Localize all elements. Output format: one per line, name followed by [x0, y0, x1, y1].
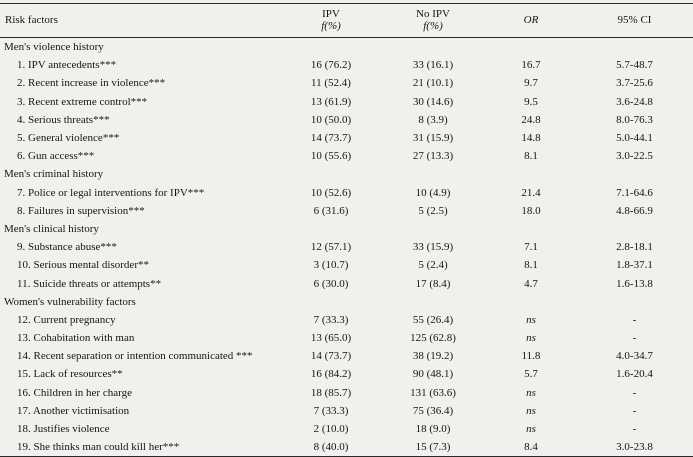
- ci-value: 5.7-48.7: [616, 59, 653, 72]
- section-header-row: [0, 293, 693, 311]
- table-row: [0, 274, 693, 292]
- or-value: 18.0: [521, 204, 541, 217]
- ipv-value: 2 (10.0): [313, 423, 349, 436]
- table-row: [0, 402, 693, 420]
- ci-value: 8.0-76.3: [616, 113, 653, 126]
- or-value: ns: [526, 313, 536, 326]
- ipv-value: 11 (52.4): [311, 77, 351, 90]
- table-row: [0, 93, 693, 111]
- ipv-value: 16 (84.2): [310, 368, 352, 381]
- or-value: 21.4: [521, 186, 541, 199]
- no-ipv-value: 33 (16.1): [412, 59, 454, 72]
- table-row: [0, 438, 693, 457]
- or-value: 24.8: [521, 113, 541, 126]
- ipv-value: 3 (10.7): [313, 259, 349, 272]
- no-ipv-value: 131 (63.6): [410, 386, 456, 399]
- section-title: Men's criminal history: [4, 168, 104, 181]
- no-ipv-value: 10 (4.9): [415, 186, 451, 199]
- section-title: Men's clinical history: [4, 222, 99, 235]
- ci-value: 5.0-44.1: [616, 132, 653, 145]
- ci-value: 3.6-24.8: [616, 95, 653, 108]
- no-ipv-value: 55 (26.4): [412, 313, 454, 326]
- no-ipv-value: 125 (62.8): [410, 332, 456, 345]
- ipv-value: 14 (73.7): [310, 350, 352, 363]
- column-header-or: OR: [523, 14, 539, 26]
- row-label: 7. Police or legal interventions for IPV***: [17, 186, 205, 199]
- no-ipv-value: 31 (15.9): [412, 132, 454, 145]
- no-ipv-value: 15 (7.3): [415, 441, 451, 454]
- or-value: ns: [526, 404, 536, 417]
- or-value: 4.7: [524, 277, 538, 290]
- ci-value: -: [632, 404, 637, 417]
- ci-value: -: [632, 313, 637, 326]
- table-row: [0, 56, 693, 74]
- ci-value: 3.0-23.8: [616, 441, 653, 454]
- no-ipv-value: 17 (8.4): [415, 277, 451, 290]
- row-label: 12. Current pregnancy: [17, 313, 116, 326]
- ci-value: 4.0-34.7: [616, 350, 653, 363]
- row-label: 16. Children in her charge: [17, 386, 132, 399]
- table-row: [0, 256, 693, 274]
- risk-factors-table: [0, 3, 693, 457]
- ipv-value: 18 (85.7): [310, 386, 352, 399]
- table-row: [0, 420, 693, 438]
- column-header-risk-factors: Risk factors: [5, 14, 58, 26]
- header-row: [0, 4, 693, 38]
- or-value: 7.1: [524, 241, 538, 254]
- ci-value: 1.6-13.8: [616, 277, 653, 290]
- ci-value: 1.6-20.4: [616, 368, 653, 381]
- no-ipv-header-label: No IPV: [416, 8, 450, 20]
- row-label: 4. Serious threats***: [17, 113, 110, 126]
- column-header-no-ipv: [380, 4, 486, 38]
- section-header-row: [0, 220, 693, 238]
- no-ipv-value: 75 (36.4): [412, 404, 454, 417]
- table-row: [0, 202, 693, 220]
- no-ipv-value: 5 (2.5): [418, 204, 448, 217]
- table-header: [0, 4, 693, 38]
- ipv-value: 16 (76.2): [310, 59, 352, 72]
- row-label: 15. Lack of resources**: [17, 368, 123, 381]
- or-value: 11.8: [521, 350, 541, 363]
- or-value: 14.8: [521, 132, 541, 145]
- or-value: 9.5: [524, 95, 538, 108]
- or-value: 9.7: [524, 77, 538, 90]
- row-label: 6. Gun access***: [17, 150, 95, 163]
- ipv-value: 10 (52.6): [310, 186, 352, 199]
- ipv-header-sublabel: f(%): [321, 20, 341, 32]
- ci-value: 1.8-37.1: [616, 259, 653, 272]
- row-label: 17. Another victimisation: [17, 404, 130, 417]
- ci-value: 3.0-22.5: [616, 150, 653, 163]
- or-value: 5.7: [524, 368, 538, 381]
- section-title: Women's vulnerability factors: [4, 295, 136, 308]
- table-row: [0, 329, 693, 347]
- or-value: ns: [526, 423, 536, 436]
- or-value: 16.7: [521, 59, 541, 72]
- table-row: [0, 74, 693, 92]
- row-label: 8. Failures in supervision***: [17, 204, 145, 217]
- no-ipv-value: 30 (14.6): [412, 95, 454, 108]
- no-ipv-value: 5 (2.4): [418, 259, 448, 272]
- column-header-ipv: [282, 4, 380, 38]
- row-label: 19. She thinks man could kill her***: [17, 441, 180, 454]
- row-label: 18. Justifies violence: [17, 423, 110, 436]
- ipv-value: 13 (61.9): [310, 95, 352, 108]
- row-label: 9. Substance abuse***: [17, 241, 117, 254]
- or-value: 8.4: [524, 441, 538, 454]
- no-ipv-header-sublabel: f(%): [423, 20, 443, 32]
- table-body: [0, 38, 693, 457]
- column-header-ci: 95% CI: [617, 14, 652, 26]
- ipv-value: 12 (57.1): [310, 241, 352, 254]
- or-value: 8.1: [524, 150, 538, 163]
- ci-value: 7.1-64.6: [616, 186, 653, 199]
- row-label: 14. Recent separation or intention communicated ***: [17, 350, 253, 363]
- table-row: [0, 365, 693, 383]
- no-ipv-value: 27 (13.3): [412, 150, 454, 163]
- row-label: 2. Recent increase in violence***: [17, 77, 166, 90]
- ipv-value: 8 (40.0): [313, 441, 349, 454]
- ci-value: -: [632, 423, 637, 436]
- table-row: [0, 184, 693, 202]
- table-row: [0, 129, 693, 147]
- row-label: 11. Suicide threats or attempts**: [17, 277, 162, 290]
- row-label: 10. Serious mental disorder**: [17, 259, 149, 272]
- table-row: [0, 347, 693, 365]
- no-ipv-value: 33 (15.9): [412, 241, 454, 254]
- ipv-header-label: IPV: [322, 8, 340, 20]
- ipv-value: 6 (30.0): [313, 277, 349, 290]
- table-row: [0, 111, 693, 129]
- no-ipv-value: 38 (19.2): [412, 350, 454, 363]
- section-title: Men's violence history: [4, 41, 104, 54]
- ipv-value: 13 (65.0): [310, 332, 352, 345]
- or-value: ns: [526, 386, 536, 399]
- ci-value: -: [632, 332, 637, 345]
- row-label: 13. Cohabitation with man: [17, 332, 135, 345]
- ci-value: 4.8-66.9: [616, 204, 653, 217]
- section-header-row: [0, 165, 693, 183]
- or-value: ns: [526, 332, 536, 345]
- or-value: 8.1: [524, 259, 538, 272]
- table-row: [0, 147, 693, 165]
- no-ipv-value: 90 (48.1): [412, 368, 454, 381]
- table-row: [0, 384, 693, 402]
- ci-value: 3.7-25.6: [616, 77, 653, 90]
- ipv-value: 10 (50.0): [310, 113, 352, 126]
- ipv-value: 7 (33.3): [313, 404, 349, 417]
- row-label: 3. Recent extreme control***: [17, 95, 148, 108]
- table-row: [0, 238, 693, 256]
- ipv-value: 7 (33.3): [313, 313, 349, 326]
- table-row: [0, 311, 693, 329]
- ci-value: 2.8-18.1: [616, 241, 653, 254]
- ipv-value: 10 (55.6): [310, 150, 352, 163]
- section-header-row: [0, 38, 693, 57]
- no-ipv-value: 8 (3.9): [418, 113, 448, 126]
- row-label: 1. IPV antecedents***: [17, 59, 117, 72]
- no-ipv-value: 21 (10.1): [412, 77, 454, 90]
- row-label: 5. General violence***: [17, 132, 120, 145]
- ci-value: -: [632, 386, 637, 399]
- no-ipv-value: 18 (9.0): [415, 423, 451, 436]
- ipv-value: 6 (31.6): [313, 204, 349, 217]
- ipv-value: 14 (73.7): [310, 132, 352, 145]
